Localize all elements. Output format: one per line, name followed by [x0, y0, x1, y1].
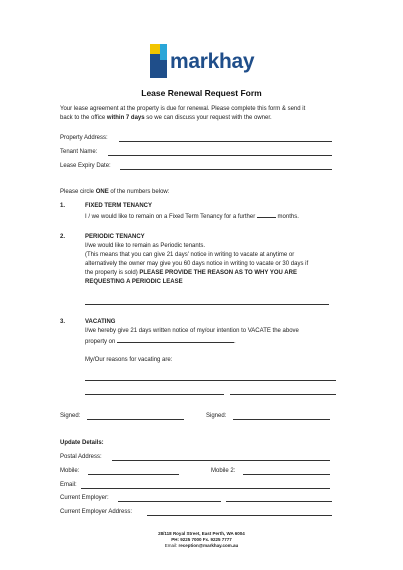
email-line[interactable]: [81, 488, 330, 489]
property-address-line[interactable]: [119, 141, 332, 142]
logo-wordmark: markhay: [170, 50, 255, 73]
footer-email-label: Email:: [164, 543, 178, 548]
signed-right-label: Signed:: [206, 413, 227, 419]
circle-instruction: [60, 188, 169, 196]
option-2-line-1: I/we would like to remain as Periodic tenants.: [85, 243, 206, 249]
form-title: Lease Renewal Request Form: [141, 88, 262, 98]
intro-line-1: Your lease agreement at the property is due for renewal. Please complete this form & send it: [60, 106, 306, 112]
vacating-reason-line-2b[interactable]: [230, 394, 336, 395]
signed-left-label: Signed:: [60, 413, 81, 419]
option-1-text: [85, 211, 299, 221]
instruction-bold: ONE: [95, 189, 109, 195]
signature-left-line[interactable]: [87, 419, 184, 420]
option-3-number[interactable]: 3.: [60, 319, 66, 325]
current-employer-line-1[interactable]: [118, 501, 221, 502]
option-2-line-5: REQUESTING A PERIODIC LEASE: [85, 279, 183, 285]
markhay-logo: [150, 44, 255, 78]
current-employer-line-2[interactable]: [226, 501, 332, 502]
mobile-label: Mobile:: [60, 468, 80, 474]
update-details-heading: Update Details:: [60, 440, 104, 446]
option-2-line-4: [85, 269, 297, 277]
vacate-date-label: property on: [85, 339, 118, 345]
tenant-name-line[interactable]: [108, 155, 332, 156]
vacating-reasons-label: My/Our reasons for vacating are:: [85, 357, 173, 363]
intro-deadline: within 7 days: [106, 115, 145, 121]
lease-expiry-label: Lease Expiry Date:: [60, 163, 111, 169]
mobile-2-label: Mobile 2:: [211, 468, 236, 474]
postal-address-line[interactable]: [112, 460, 330, 461]
intro-text-end: so we can discuss your request with the owner.: [144, 115, 272, 121]
footer-email: [0, 543, 403, 549]
vacate-date-period: .: [234, 339, 236, 345]
option-2-number[interactable]: 2.: [60, 234, 66, 240]
property-address-label: Property Address:: [60, 135, 108, 141]
signature-right-line[interactable]: [233, 419, 330, 420]
option-1-text-start: I / we would like to remain on a Fixed Term Tenancy for a further: [85, 214, 257, 220]
footer-email-address[interactable]: reception@markhay.com.au: [178, 543, 239, 548]
logo-square-yellow: [150, 44, 160, 54]
current-employer-label: Current Employer:: [60, 495, 109, 501]
option-2-line-4-text: the property is sold): [85, 270, 140, 276]
option-2-heading: PERIODIC TENANCY: [85, 234, 145, 240]
option-1-heading: FIXED TERM TENANCY: [85, 203, 153, 209]
vacating-reason-line-1[interactable]: [85, 380, 336, 381]
logo-square-cyan: [160, 44, 167, 60]
lease-expiry-line[interactable]: [120, 169, 332, 170]
months-field[interactable]: [257, 211, 276, 218]
periodic-reason-line[interactable]: [85, 304, 329, 305]
intro-line-2: [60, 114, 272, 122]
footer-address: 28/118 Royal Street, East Perth, WA 6004: [158, 531, 245, 536]
vacating-reason-line-2a[interactable]: [85, 394, 224, 395]
mobile-2-line[interactable]: [243, 474, 330, 475]
instruction-text-end: of the numbers below:: [108, 189, 170, 195]
tenant-name-label: Tenant Name:: [60, 149, 98, 155]
option-3-heading: VACATING: [85, 319, 116, 325]
postal-address-label: Postal Address:: [60, 454, 102, 460]
footer-phone: PH: 9225 7000 Fx. 9225 7777: [171, 537, 232, 542]
employer-address-label: Current Employer Address:: [60, 509, 133, 515]
option-2-line-2: (This means that you can give 21 days' notice in writing to vacate at anytime or: [85, 252, 295, 258]
instruction-text: Please circle: [60, 189, 96, 195]
option-1-text-end: months.: [275, 214, 299, 220]
option-2-line-4-bold: PLEASE PROVIDE THE REASON AS TO WHY YOU ARE: [139, 270, 297, 276]
option-2-line-3: alternatively the owner may give you 60 days notice in writing to vacate or 30 days if: [85, 261, 309, 267]
option-3-line-1: I/we hereby give 21 days written notice of my/our intention to VACATE the above: [85, 328, 299, 334]
employer-address-line[interactable]: [147, 515, 332, 516]
email-label: Email:: [60, 482, 77, 488]
vacate-date-field[interactable]: [117, 336, 234, 343]
option-3-line-2: [85, 336, 236, 346]
intro-text: back to the office: [60, 115, 107, 121]
option-1-number[interactable]: 1.: [60, 203, 66, 209]
mobile-line[interactable]: [88, 474, 179, 475]
